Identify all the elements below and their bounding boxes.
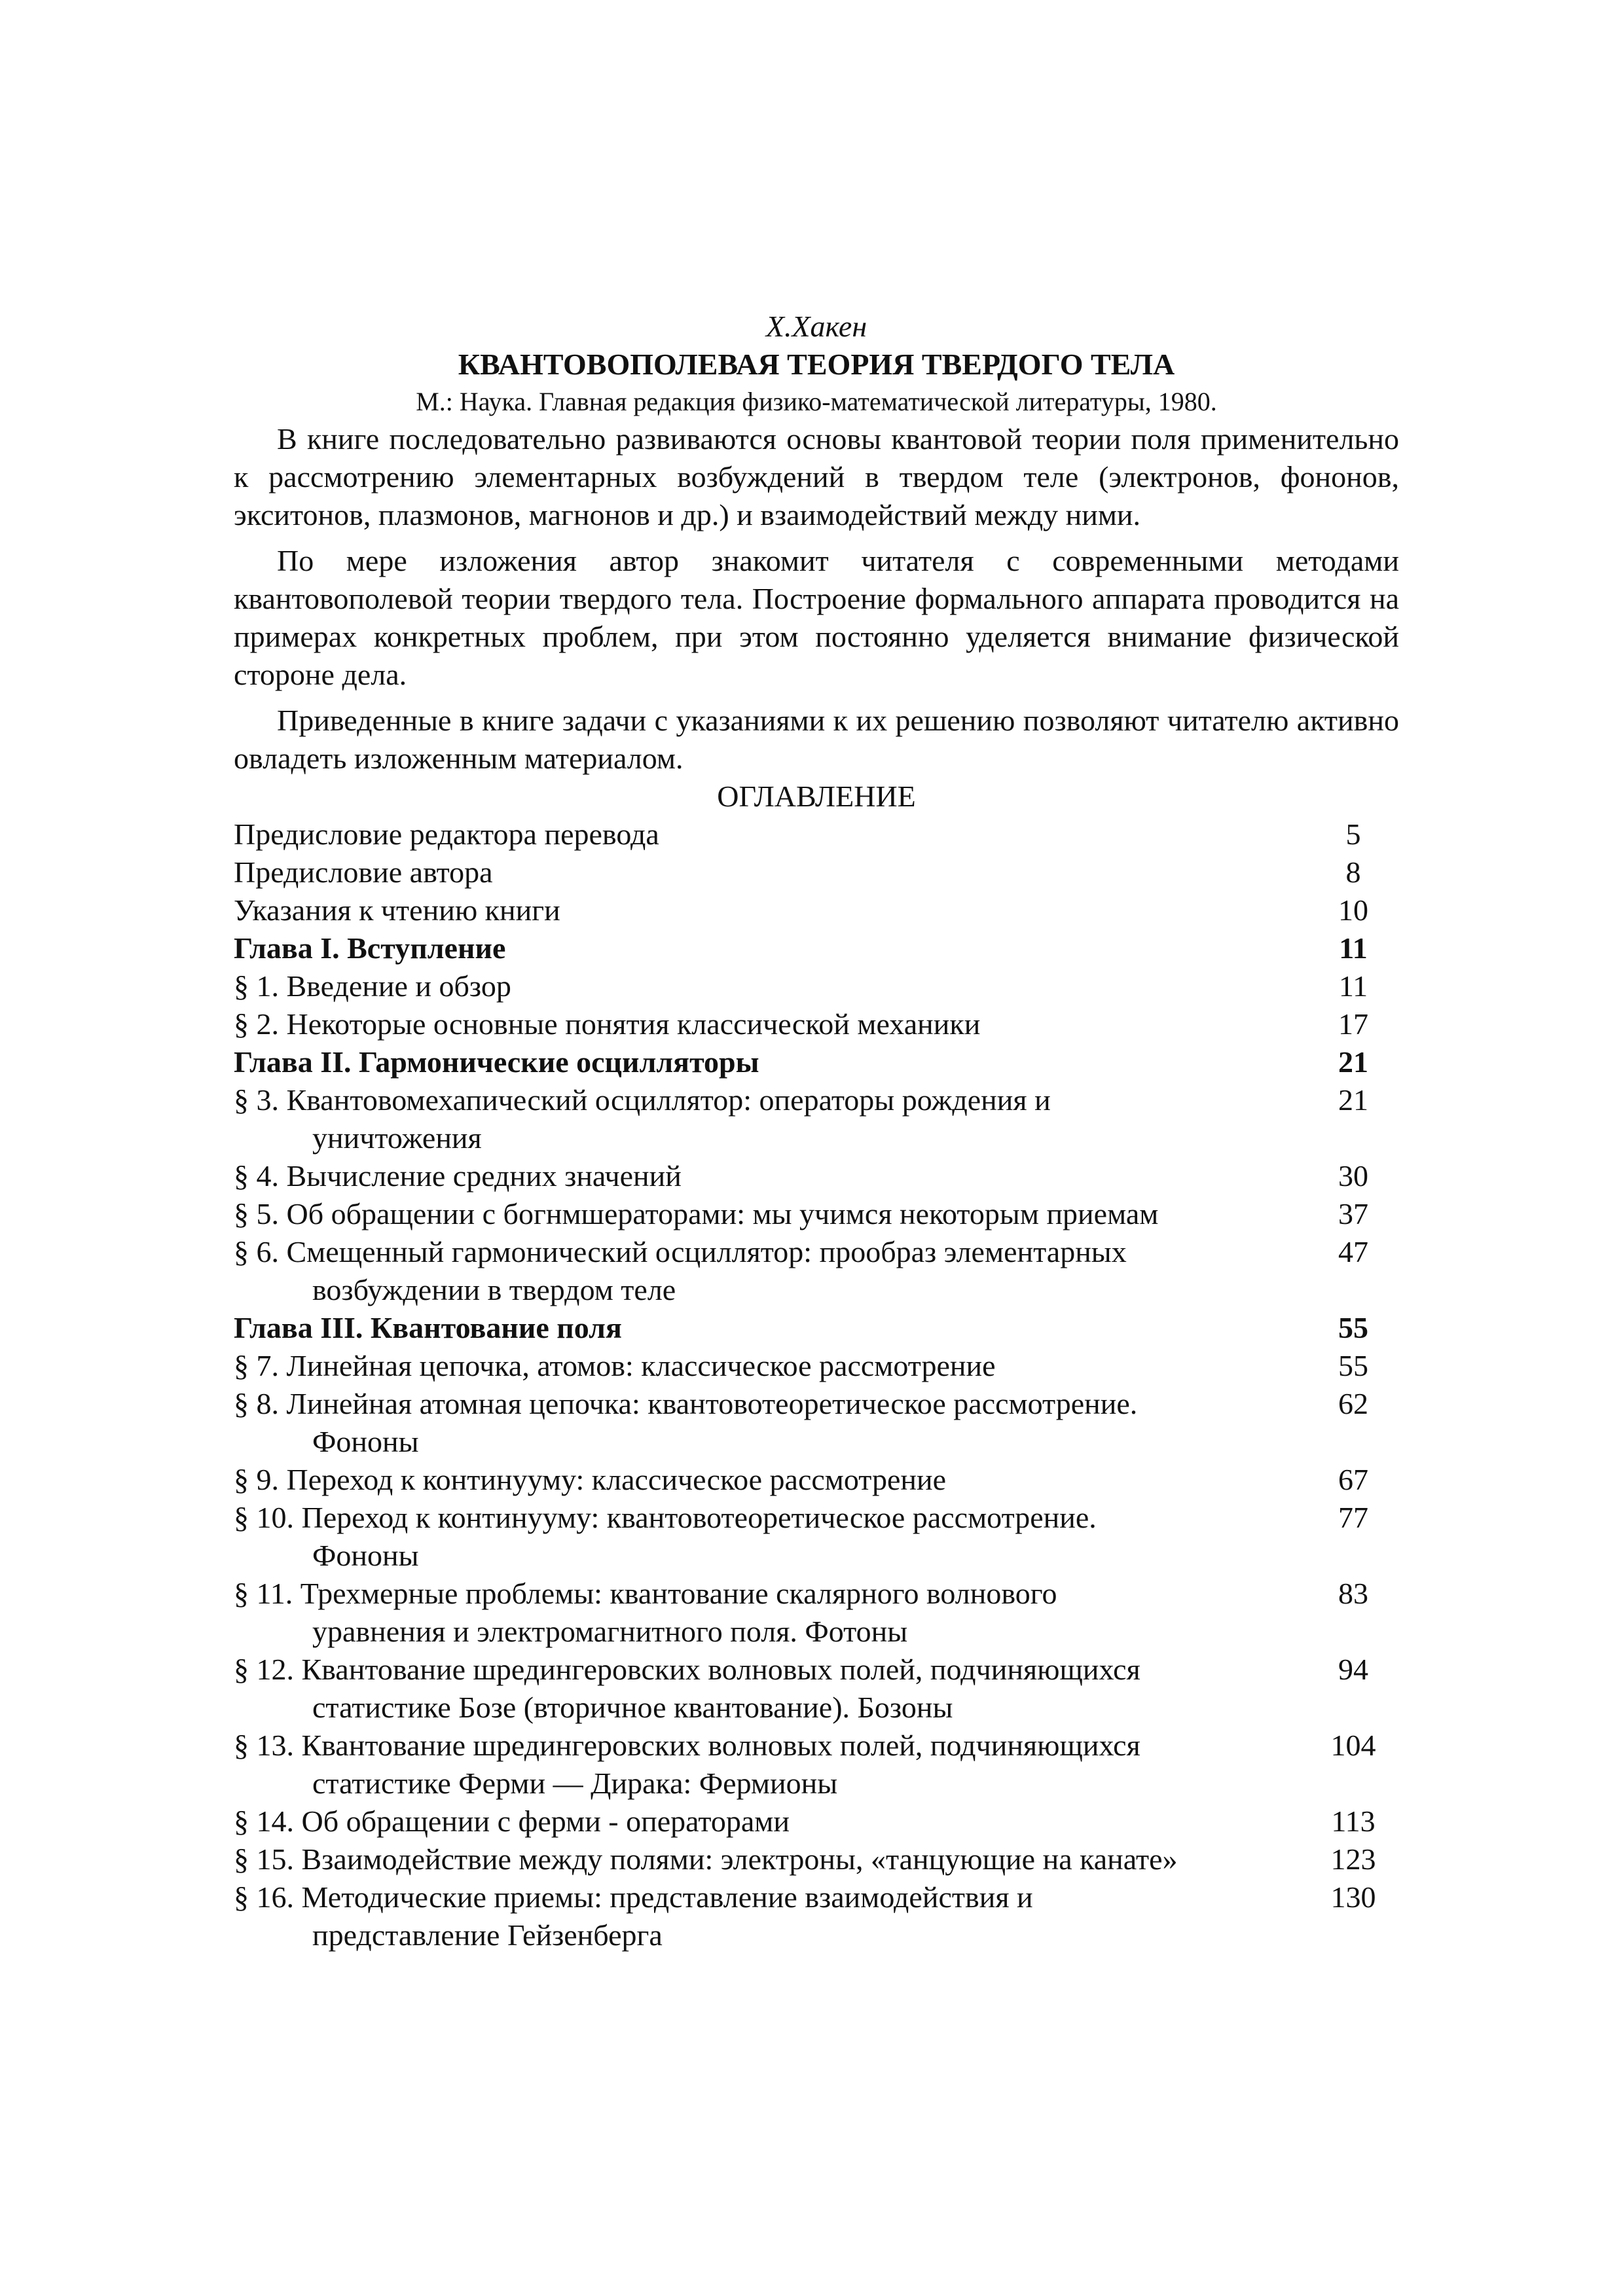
toc-row — [234, 1347, 1399, 1385]
toc-entry-text: Глава II. Гармонические осцилляторы — [234, 1045, 759, 1079]
toc-entry-title — [234, 1081, 1307, 1157]
toc-page-number: 113 — [1331, 1804, 1376, 1838]
toc-entry-text: Указания к чтению книги — [234, 893, 560, 927]
abstract-paragraph: По мере изложения автор знакомит читателя с современными методами квантовополевой теории твердого тела. Построение формального аппарата проводится на примерах конкретных проблем, при этом постоянно уделяется внимание физической стороне дела. — [234, 544, 1399, 691]
toc-row — [234, 1803, 1399, 1840]
toc-entry-title — [234, 1157, 1307, 1195]
toc-row — [234, 891, 1399, 929]
toc-page-number: 17 — [1338, 1007, 1368, 1041]
toc-row — [234, 1575, 1399, 1651]
toc-entry-title — [234, 967, 1307, 1005]
abstract-paragraph: В книге последовательно развиваются основы квантовой теории поля применительно к рассмотрению элементарных возбуждений в твердом теле (электронов, фононов, экситонов, плазмонов, магнонов и др.) и взаимодействий между ними. — [234, 422, 1399, 531]
toc-row — [234, 816, 1399, 853]
toc-row — [234, 967, 1399, 1005]
toc-page-number: 94 — [1338, 1653, 1368, 1686]
toc-entry-title — [234, 1385, 1307, 1461]
toc-row — [234, 1157, 1399, 1195]
toc-entry-title — [234, 853, 1307, 891]
toc-entry-title — [234, 1840, 1307, 1878]
toc-entry-continuation: уравнения и электромагнитного поля. Фотоны — [312, 1615, 908, 1648]
toc-entry-text: Глава I. Вступление — [234, 931, 506, 965]
toc-page-number: 123 — [1330, 1842, 1376, 1876]
toc-page-number: 55 — [1338, 1349, 1368, 1382]
toc-entry-continuation: представление Гейзенберга — [312, 1918, 663, 1952]
toc-page-number: 37 — [1338, 1197, 1368, 1230]
toc-page-number: 130 — [1330, 1880, 1376, 1914]
toc-entry-text: § 12. Квантование шредингеровских волновых полей, подчиняющихся — [234, 1653, 1140, 1686]
toc-entry-title — [234, 1575, 1307, 1651]
toc-page-number: 8 — [1345, 855, 1361, 889]
toc-entry-text: § 9. Переход к континууму: классическое рассмотрение — [234, 1463, 947, 1496]
toc-entry-text: Предисловие автора — [234, 855, 493, 889]
toc-page-number: 5 — [1345, 817, 1361, 851]
toc-entry-text: Предисловие редактора перевода — [234, 817, 659, 851]
toc-entry-text: § 5. Об обращении с богнмшераторами: мы учимся некоторым приемам — [234, 1197, 1159, 1230]
toc-entry-text: § 14. Об обращении с ферми - операторами — [234, 1804, 790, 1838]
toc-row — [234, 1878, 1399, 1954]
toc-entry-text: § 13. Квантование шредингеровских волновых полей, подчиняющихся — [234, 1729, 1140, 1762]
toc-row — [234, 853, 1399, 891]
toc-entry-text: § 16. Методические приемы: представление взаимодействия и — [234, 1880, 1033, 1914]
toc-page-number: 62 — [1338, 1387, 1368, 1420]
toc-row — [234, 1840, 1399, 1878]
toc-entry-title — [234, 1195, 1307, 1233]
toc-entry-text: § 10. Переход к континууму: квантовотеоретическое рассмотрение. — [234, 1501, 1097, 1534]
toc-entry-text: § 2. Некоторые основные понятия классической механики — [234, 1007, 981, 1041]
toc-entry-continuation: статистике Ферми — Дирака: Фермионы — [312, 1767, 838, 1800]
toc-entry-title — [234, 1499, 1307, 1575]
toc-page-number: 30 — [1338, 1159, 1368, 1193]
toc-chapter-row — [234, 1043, 1399, 1081]
toc-page-number: 11 — [1338, 969, 1368, 1003]
toc-page-number: 77 — [1338, 1501, 1368, 1534]
toc-row — [234, 1233, 1399, 1309]
toc-page-number: 10 — [1338, 893, 1368, 927]
table-of-contents — [234, 816, 1399, 1954]
toc-entry-title — [234, 1727, 1307, 1803]
book-publisher: М.: Наука. Главная редакция физико-математической литературы, 1980. — [416, 387, 1217, 416]
toc-entry-continuation: Фононы — [312, 1539, 419, 1572]
toc-entry-title — [234, 1803, 1307, 1840]
toc-entry-title — [234, 891, 1307, 929]
toc-entry-text: Глава III. Квантование поля — [234, 1311, 622, 1344]
toc-entry-text: § 8. Линейная атомная цепочка: квантовотеоретическое рассмотрение. — [234, 1387, 1138, 1420]
toc-row — [234, 1195, 1399, 1233]
toc-page-number: 11 — [1339, 931, 1368, 965]
toc-row — [234, 1727, 1399, 1803]
toc-chapter-row — [234, 929, 1399, 967]
toc-entry-title — [234, 929, 1307, 967]
toc-entry-title — [234, 1005, 1307, 1043]
toc-entry-continuation: статистике Бозе (вторичное квантование). Бозоны — [312, 1691, 953, 1724]
toc-entry-continuation: уничтожения — [312, 1121, 482, 1155]
toc-entry-title — [234, 1347, 1307, 1385]
toc-entry-title — [234, 1043, 1307, 1081]
toc-entry-text: § 1. Введение и обзор — [234, 969, 511, 1003]
toc-page-number: 47 — [1338, 1235, 1368, 1268]
toc-entry-continuation: Фононы — [312, 1425, 419, 1458]
abstract — [234, 420, 1399, 778]
toc-page-number: 67 — [1338, 1463, 1368, 1496]
toc-row — [234, 1081, 1399, 1157]
toc-entry-continuation: возбуждении в твердом теле — [312, 1273, 676, 1306]
toc-entry-text: § 6. Смещенный гармонический осциллятор: прообраз элементарных — [234, 1235, 1127, 1268]
toc-entry-text: § 4. Вычисление средних значений — [234, 1159, 682, 1193]
document-page — [234, 308, 1399, 1954]
toc-row — [234, 1499, 1399, 1575]
toc-row — [234, 1651, 1399, 1727]
toc-page-number: 21 — [1338, 1045, 1368, 1079]
toc-chapter-row — [234, 1309, 1399, 1347]
toc-entry-title — [234, 1309, 1307, 1347]
toc-entry-text: § 7. Линейная цепочка, атомов: классическое рассмотрение — [234, 1349, 996, 1382]
toc-entry-title — [234, 1233, 1307, 1309]
toc-row — [234, 1005, 1399, 1043]
toc-entry-title — [234, 1651, 1307, 1727]
toc-page-number: 21 — [1338, 1083, 1368, 1117]
toc-row — [234, 1461, 1399, 1499]
book-title: КВАНТОВОПОЛЕВАЯ ТЕОРИЯ ТВЕРДОГО ТЕЛА — [458, 348, 1175, 381]
toc-page-number: 83 — [1338, 1577, 1368, 1610]
toc-entry-title — [234, 1878, 1307, 1954]
toc-page-number: 55 — [1338, 1311, 1368, 1344]
toc-heading: ОГЛАВЛЕНИЕ — [717, 780, 916, 813]
toc-row — [234, 1385, 1399, 1461]
toc-entry-text: § 11. Трехмерные проблемы: квантование скалярного волнового — [234, 1577, 1057, 1610]
toc-entry-text: § 15. Взаимодействие между полями: электроны, «танцующие на канате» — [234, 1842, 1178, 1876]
abstract-paragraph: Приведенные в книге задачи с указаниями к их решению позволяют читателю активно овладеть изложенным материалом. — [234, 704, 1399, 775]
toc-entry-title — [234, 1461, 1307, 1499]
toc-page-number: 104 — [1330, 1729, 1376, 1762]
toc-entry-text: § 3. Квантовомехапический осциллятор: операторы рождения и — [234, 1083, 1051, 1117]
book-author: Х.Хакен — [765, 310, 867, 343]
toc-entry-title — [234, 816, 1307, 853]
